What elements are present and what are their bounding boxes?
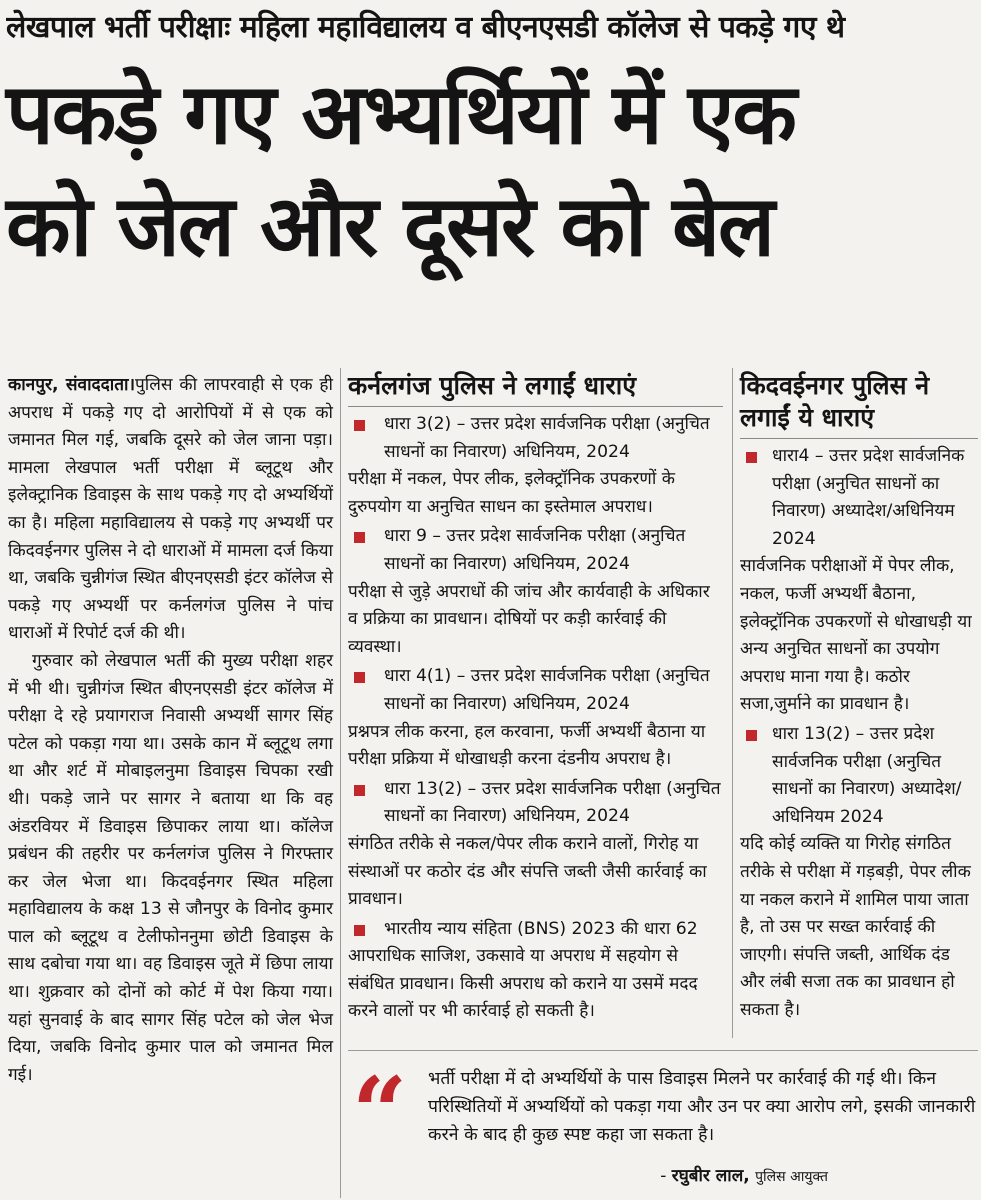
section-head: धारा 9 – उत्तर प्रदेश सार्वजनिक परीक्षा (अनुचित साधनों का निवारण) अधिनियम, 2024 bbox=[348, 523, 723, 578]
attribution-role: पुलिस आयुक्त bbox=[755, 1169, 828, 1185]
dateline: कानपुर, संवाददाता। bbox=[8, 375, 136, 395]
section-desc: परीक्षा से जुड़े अपराधों की जांच और कार्यवाही के अधिकार व प्रक्रिया का प्रावधान। दोषियों पर कड़ी कार्रवाई की व्यवस्था। bbox=[348, 581, 710, 657]
story-paragraph-1 bbox=[8, 372, 333, 648]
quote-mark-icon: “ bbox=[352, 1056, 408, 1169]
story-column bbox=[8, 372, 333, 1089]
column-divider bbox=[340, 368, 341, 1198]
section-desc: संगठित तरीके से नकल/पेपर लीक कराने वालों, गिरोह या संस्थाओं पर कठोर दंड और संपत्ति जब्ती जैसी कार्रवाई का प्रावधान। bbox=[348, 833, 707, 910]
colonelganj-box bbox=[348, 370, 723, 1028]
section-head: धारा 3(2) – उत्तर प्रदेश सार्वजनिक परीक्षा (अनुचित साधनों का निवारण) अधिनियम, 2024 bbox=[348, 411, 723, 466]
section-desc: आपराधिक साजिश, उकसावे या अपराध में सहयोग से संबंधित प्रावधान। किसी अपराध को कराने या उसमें मदद करने वालों पर भी कार्रवाई हो सकती है। bbox=[348, 946, 698, 1022]
section-desc: सार्वजनिक परीक्षाओं में पेपर लीक, नकल, फर्जी अभ्यर्थी बैठाना, इलेक्ट्रॉनिक उपकरणों से धोखाधड़ी या अन्य अनुचित साधनों का उपयोग अपराध माना गया है। कठोर सजा,जुर्माने का प्रावधान है। bbox=[740, 556, 972, 715]
section-item bbox=[740, 443, 978, 719]
section-head: धारा 13(2) – उत्तर प्रदेश सार्वजनिक परीक्षा (अनुचित साधनों का निवारण) अधिनियम, 2024 bbox=[348, 776, 723, 831]
section-item bbox=[740, 721, 978, 1025]
section-desc: परीक्षा में नकल, पेपर लीक, इलेक्ट्रॉनिक उपकरणों के दुरुपयोग या अनुचित साधन का इस्तेमाल अपराध। bbox=[348, 469, 675, 517]
quote-box bbox=[348, 1050, 978, 1193]
story-para1-text: पुलिस की लापरवाही से एक ही अपराध में पकड़े गए दो आरोपियों में से एक को जमानत मिल गई, जबकि दूसरे को जेल जाना पड़ा। मामला लेखपाल भर्ती परीक्षा में ब्लूटूथ और इलेक्ट्रानिक डिवाइस के साथ पकड़े गए दो अभ्यर्थियों का है। महिला महाविद्यालय से पकड़े गए अभ्यर्थी पर किदवईनगर पुलिस ने दो धाराओं में मामला दर्ज किया था, जबकि चुन्नीगंज स्थित बीएनएसडी इंटर कॉलेज से पकड़े गए अभ्यर्थी पर कर्नलगंज पुलिस ने पांच धाराओं में रिपोर्ट दर्ज की थी। bbox=[8, 375, 334, 644]
section-item bbox=[348, 776, 723, 914]
section-item bbox=[348, 916, 723, 1026]
attribution-dash: - bbox=[660, 1166, 667, 1186]
kidwainagar-box bbox=[740, 370, 978, 1026]
section-head: धारा 4(1) – उत्तर प्रदेश सार्वजनिक परीक्षा (अनुचित साधनों का निवारण) अधिनियम, 2024 bbox=[348, 663, 723, 718]
section-item bbox=[348, 523, 723, 661]
quote-text: भर्ती परीक्षा में दो अभ्यर्थियों के पास डिवाइस मिलने पर कार्रवाई की गई थी। किन परिस्थितियों में अभ्यर्थियों को पकड़ा गया और उन पर क्या आरोप लगे, इसकी जानकारी करने के बाद ही कुछ स्पष्ट कहा जा सकता है। bbox=[428, 1069, 976, 1145]
kidwainagar-title: किदवईनगर पुलिस ने लगाईं ये धाराएं bbox=[740, 370, 978, 439]
section-head: धारा4 – उत्तर प्रदेश सार्वजनिक परीक्षा (अनुचित साधनों का निवारण) अध्यादेश/अधिनियम 2024 bbox=[740, 443, 978, 553]
kicker-headline: लेखपाल भर्ती परीक्षाः महिला महाविद्यालय व बीएनएसडी कॉलेज से पकड़े गए थे bbox=[6, 10, 845, 45]
headline-line-2: को जेल और दूसरे को बेल bbox=[6, 177, 773, 275]
section-head: भारतीय न्याय संहिता (BNS) 2023 की धारा 62 bbox=[348, 916, 723, 944]
section-desc: प्रश्नपत्र लीक करना, हल करवाना, फर्जी अभ्यर्थी बैठाना या परीक्षा प्रक्रिया में धोखाधड़ी करना दंडनीय अपराध है। bbox=[348, 721, 706, 770]
section-desc: यदि कोई व्यक्ति या गिरोह संगठित तरीके से परीक्षा में गड़बड़ी, पेपर लीक या नकल कराने में शामिल पाया जाता है, तो उस पर सख्त कार्रवाई की जाएगी। संपत्ति जब्ती, आर्थिक दंड और लंबी सजा तक का प्रावधान हो सकता है। bbox=[740, 834, 971, 1020]
section-item bbox=[348, 411, 723, 521]
story-paragraph-2: गुरुवार को लेखपाल भर्ती की मुख्य परीक्षा शहर में भी थी। चुन्नीगंज स्थित बीएनएसडी इंटर कॉलेज में परीक्षा दे रहे प्रयागराज निवासी अभ्यर्थी सागर सिंह पटेल को पकड़ा गया था। उसके कान में ब्लूटूथ लगा था और शर्ट में मोबाइलनुमा डिवाइस चिपका रखी थी। पकड़े जाने पर सागर ने बताया था कि वह अंडरवियर में डिवाइस छिपाकर लाया था। कॉलेज प्रबंधन की तहरीर पर कर्नलगंज पुलिस ने गिरफ्तार कर जेल भेजा था। किदवईनगर स्थित महिला महाविद्यालय के कक्ष 13 से जौनपुर के विनोद कुमार पाल को ब्लूटूथ व टेलीफोननुमा छोटी डिवाइस के साथ दबोचा गया था। वह डिवाइस जूते में छिपा लाया था। शुक्रवार को दोनों को कोर्ट में पेश किया गया। यहां सुनवाई के बाद सागर सिंह पटेल को जेल भेज दिया, जबकि विनोद कुमार पाल को जमानत मिल गई। bbox=[8, 650, 333, 1085]
section-item bbox=[348, 663, 723, 773]
headline-line-1: पकड़े गए अभ्यर्थियों में एक bbox=[6, 65, 795, 163]
colonelganj-title: कर्नलगंज पुलिस ने लगाईं धाराएं bbox=[348, 370, 723, 407]
section-head: धारा 13(2) – उत्तर प्रदेश सार्वजनिक परीक्षा (अनुचित साधनों का निवारण) अध्यादेश/अधिनियम 2024 bbox=[740, 721, 978, 831]
quote-attribution bbox=[660, 1163, 828, 1186]
column-divider bbox=[732, 368, 733, 1038]
main-headline bbox=[6, 58, 981, 282]
attribution-name: रघुबीर लाल, bbox=[671, 1166, 750, 1186]
